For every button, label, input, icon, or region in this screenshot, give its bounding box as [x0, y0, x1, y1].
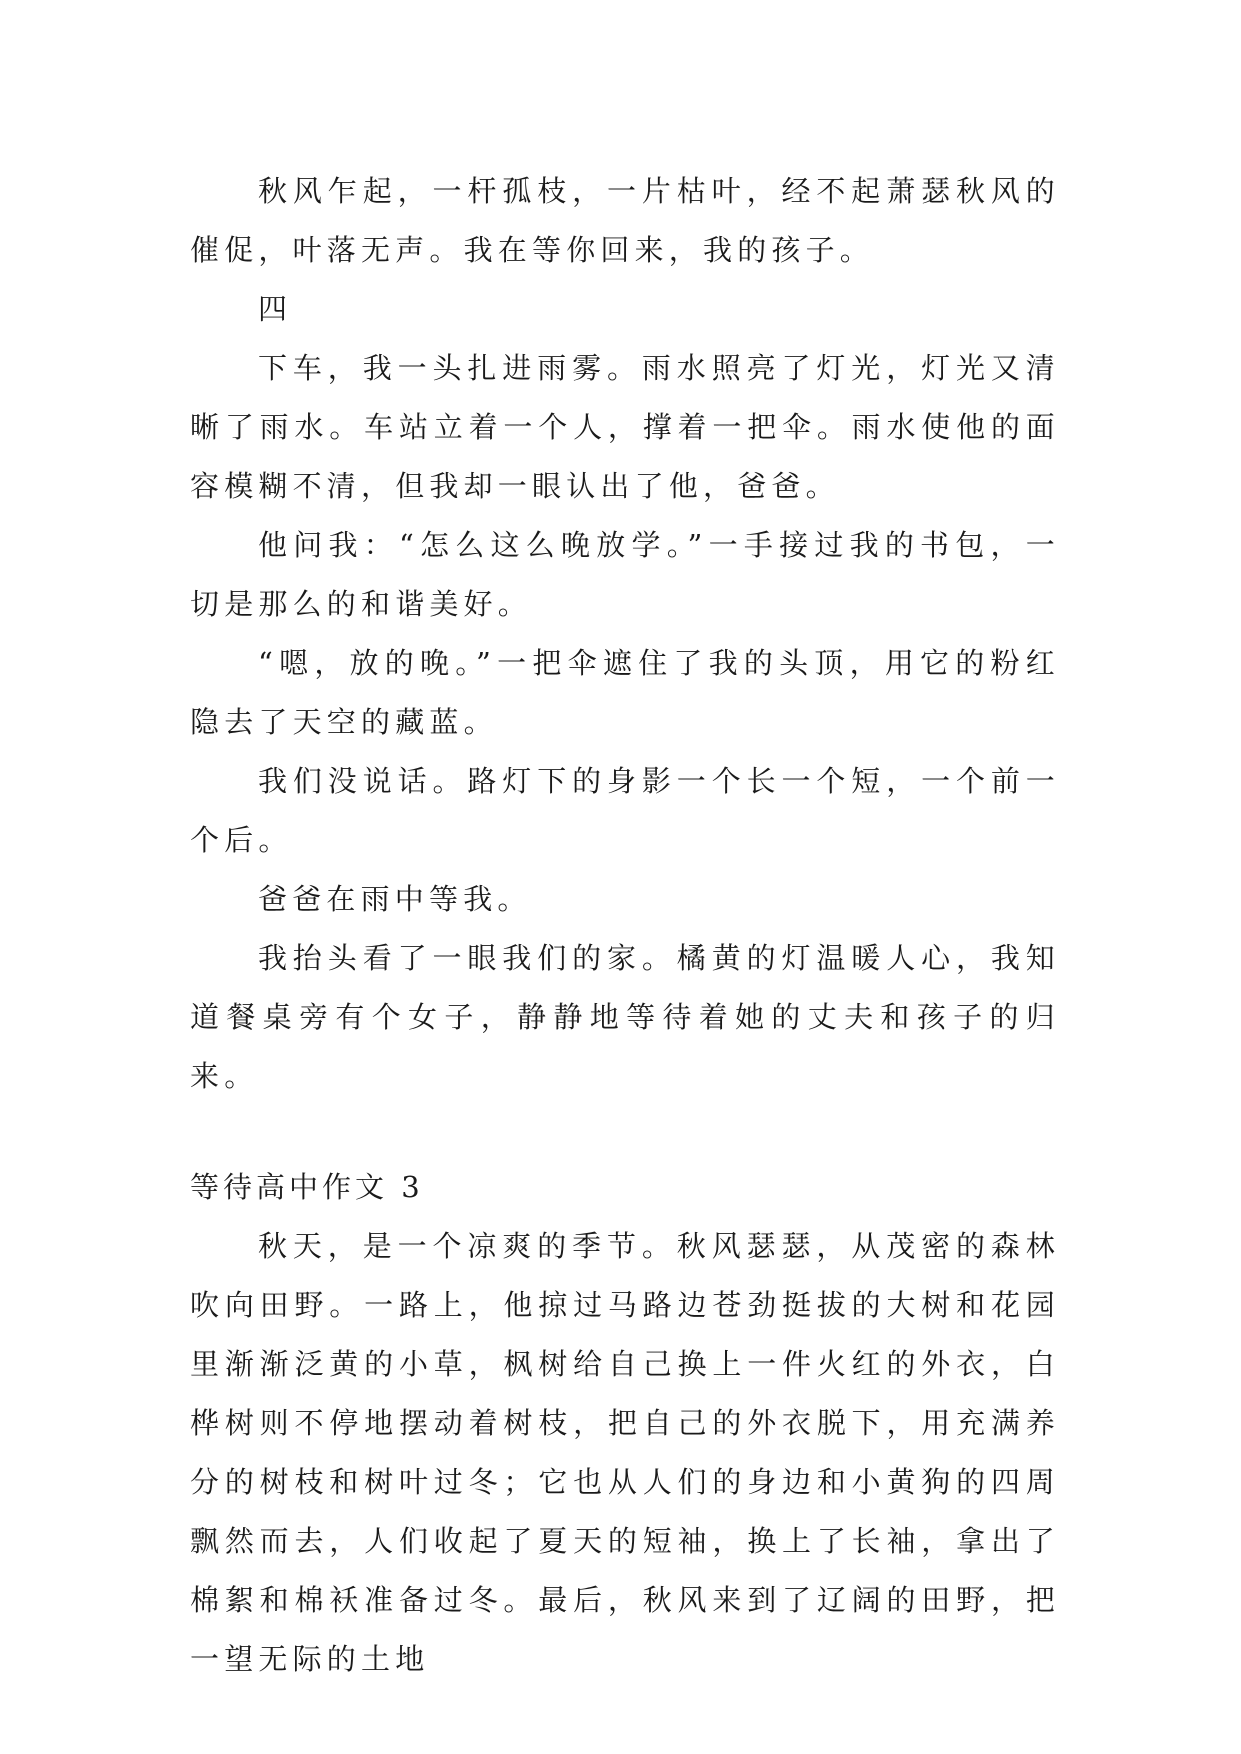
paragraph: 秋天，是一个凉爽的季节。秋风瑟瑟，从茂密的森林吹向田野。一路上，他掠过马路边苍劲挺拔的大树和花园里渐渐泛黄的小草，枫树给自己换上一件火红的外衣，白桦树则不停地摆动着树枝，把自己的外衣脱下，用充满养分的树枝和树叶过冬；它也从人们的身边和小黄狗的四周飘然而去，人们收起了夏天的短袖，换上了长袖，拿出了棉絮和棉袄准备过冬。最后，秋风来到了辽阔的田野，把一望无际的土地: [190, 1229, 1060, 1676]
section-number: 四: [258, 292, 293, 326]
paragraph: 爸爸在雨中等我。: [258, 882, 532, 916]
paragraph: 他问我：“怎么这么晚放学。”一手接过我的书包，一切是那么的和谐美好。: [190, 528, 1060, 621]
section-spacer: [190, 1106, 1060, 1158]
paragraph: 我抬头看了一眼我们的家。橘黄的灯温暖人心，我知道餐桌旁有个女子，静静地等待着她的丈夫和孩子的归来。: [190, 941, 1060, 1093]
document-body: [190, 162, 1060, 1689]
paragraph: “嗯，放的晚。”一把伞遮住了我的头顶，用它的粉红隐去了天空的藏蓝。: [190, 646, 1060, 739]
paragraph: 我们没说话。路灯下的身影一个长一个短，一个前一个后。: [190, 764, 1060, 857]
paragraph: 下车，我一头扎进雨雾。雨水照亮了灯光，灯光又清晰了雨水。车站立着一个人，撑着一把伞。雨水使他的面容模糊不清，但我却一眼认出了他，爸爸。: [190, 351, 1060, 503]
paragraph: 秋风乍起，一杆孤枝，一片枯叶，经不起萧瑟秋风的催促，叶落无声。我在等你回来，我的孩子。: [190, 174, 1060, 267]
essay-title: 等待高中作文 3: [190, 1170, 424, 1204]
